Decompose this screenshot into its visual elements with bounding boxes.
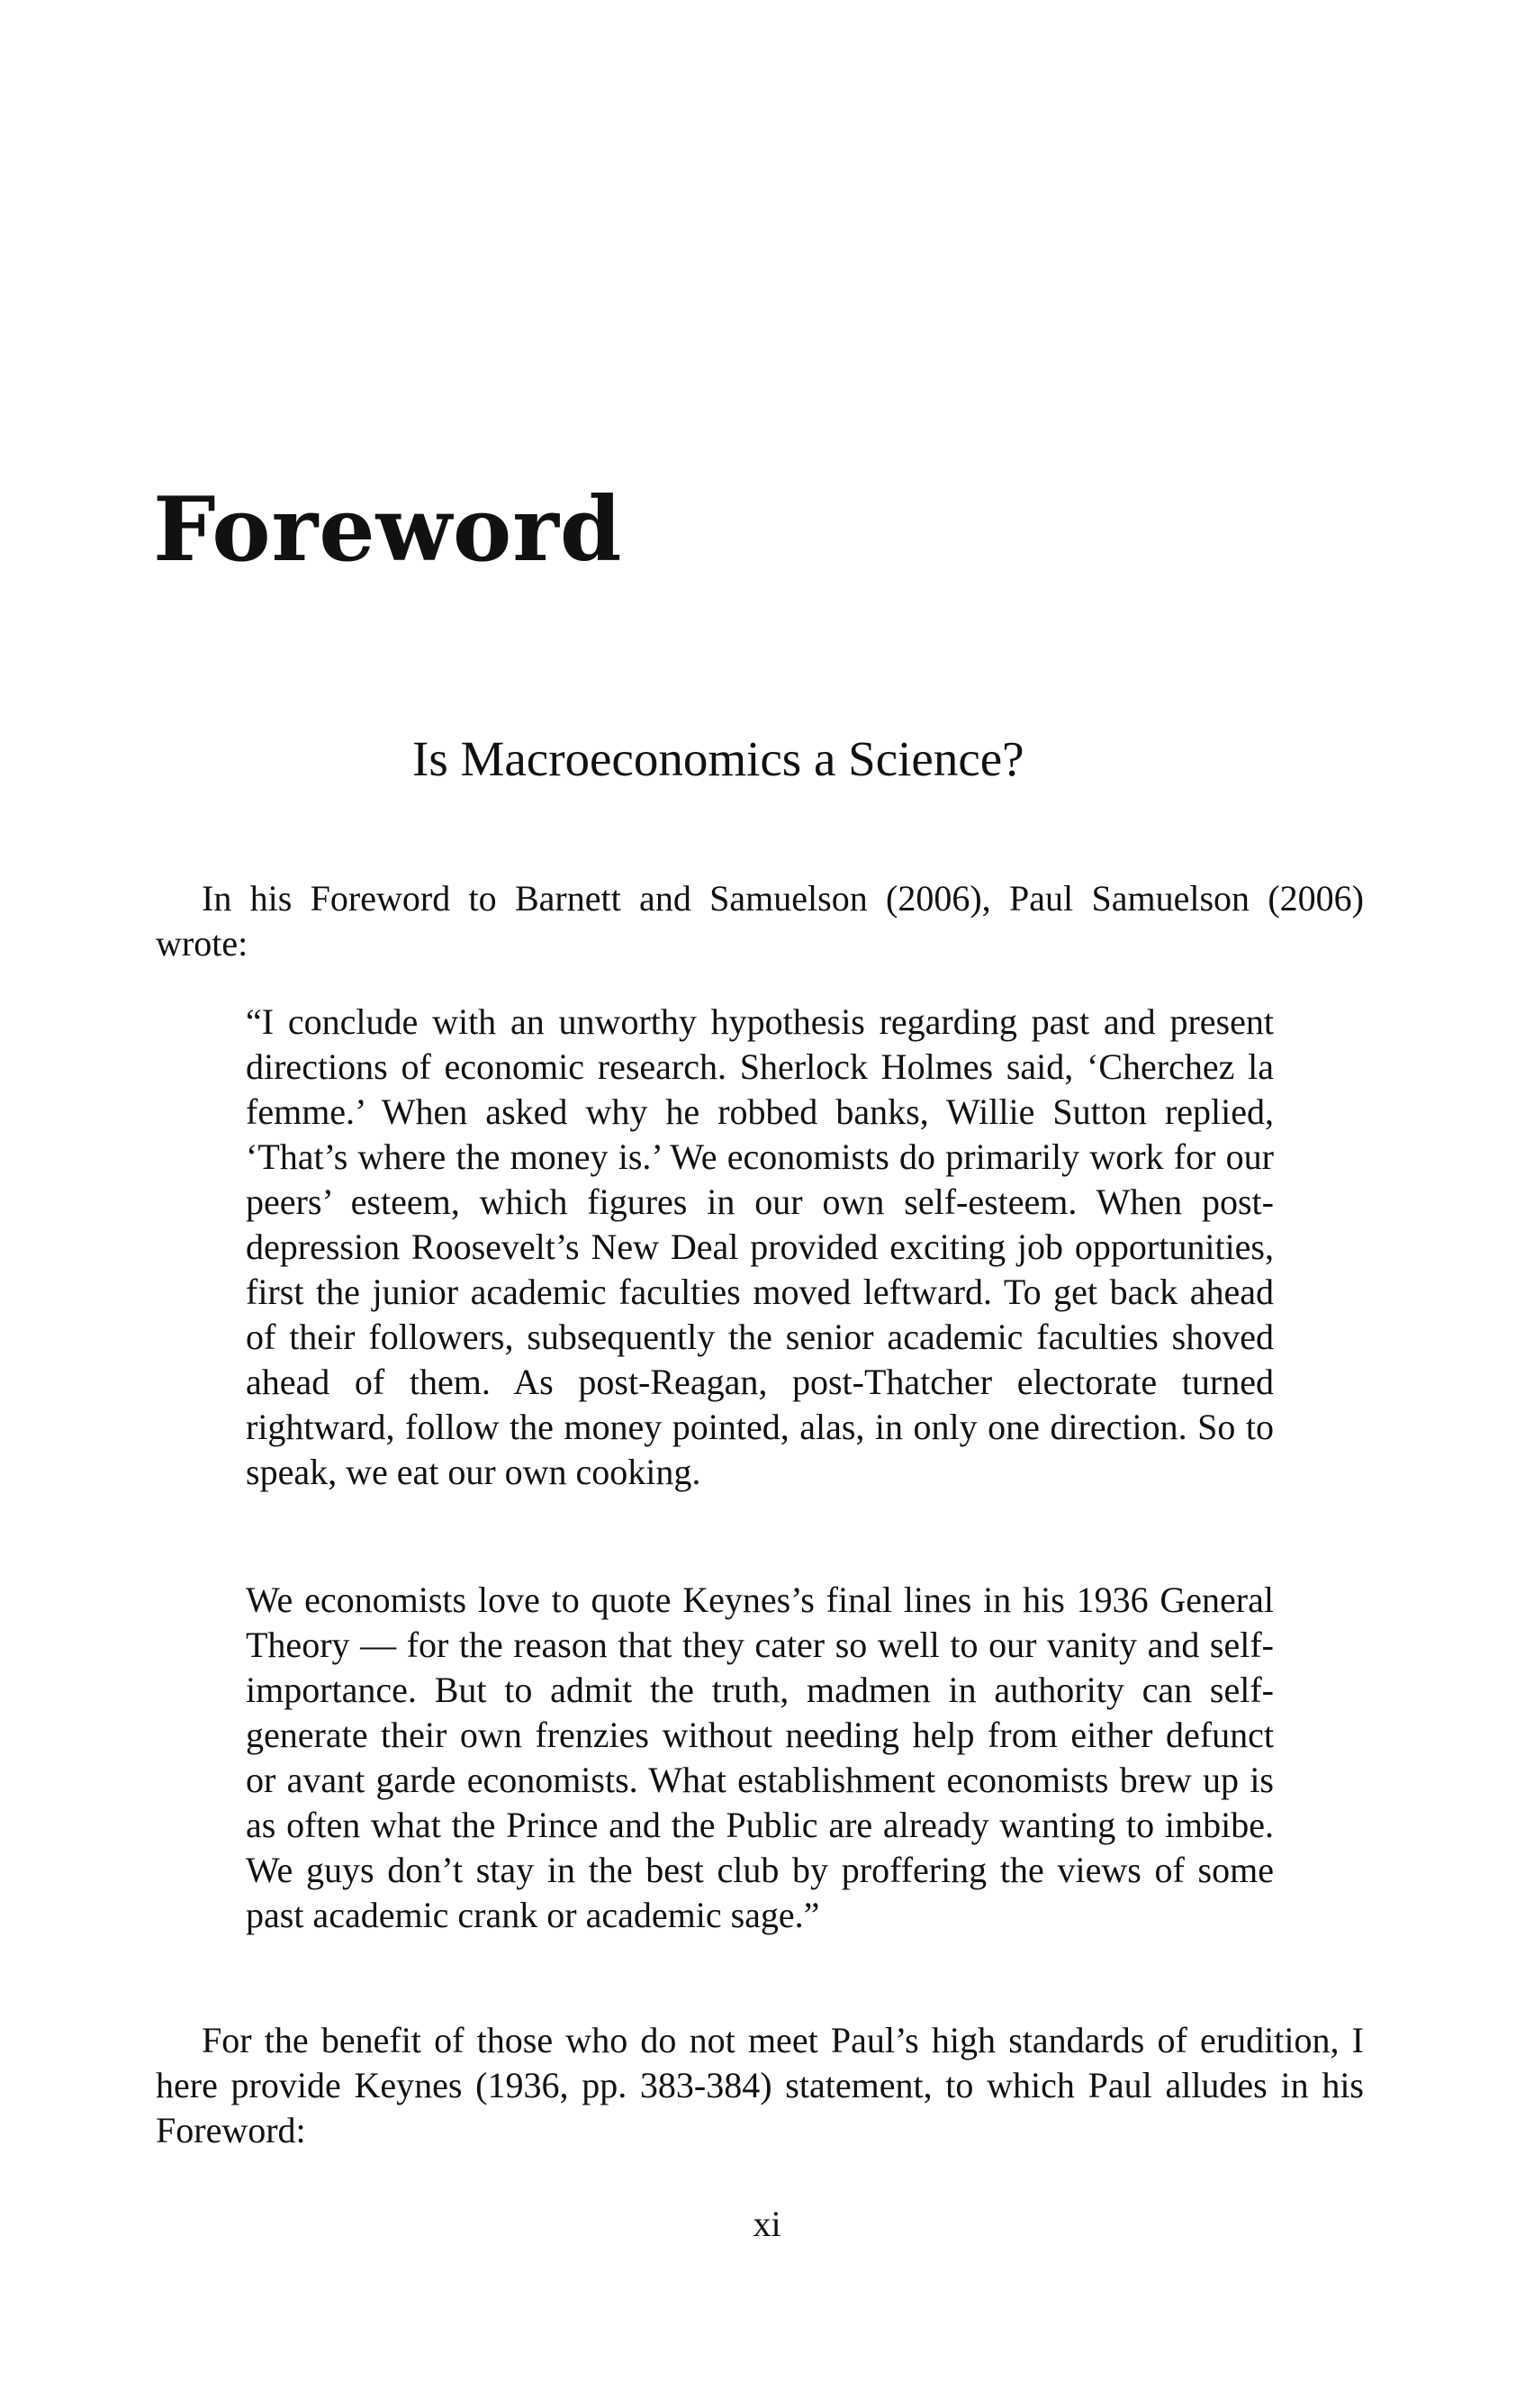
section-title: Is Macroeconomics a Science?	[412, 731, 1024, 786]
block-quote-paragraph-2: We economists love to quote Keynes’s final lines in his 1936 General Theory — for the reason that they cater so well to our vanity and self-importance. But to admit the truth, madmen in authority can self-generate their own frenzies without needing help from either defunct or avant garde economists. What establishment economists brew up is as often what the Prince and the Public are already wanting to imbibe. We guys don’t stay in the best club by proffering the views of some past academic crank or academic sage.”	[246, 1580, 1274, 1935]
intro-paragraph: In his Foreword to Barnett and Samuelson (2006), Paul Samuelson (2006) wrote:	[156, 878, 1364, 964]
chapter-title: Foreword	[153, 478, 623, 582]
closing-paragraph: For the benefit of those who do not meet Paul’s high standards of erudition, I here provide Keynes (1936, pp. 383-384) statement, to which Paul alludes in his Foreword:	[156, 2020, 1364, 2150]
block-quote-paragraph-1: “I conclude with an unworthy hypothesis regarding past and present directions of economic research. Sherlock Holmes said, ‘Cherchez la femme.’ When asked why he robbed banks, Willie Sutton replied, ‘That’s where the money is.’ We economists do primarily work for our peers’ esteem, which figures in our own self-esteem. When post-depression Roosevelt’s New Deal provided exciting job opportunities, first the junior academic faculties moved leftward. To get back ahead of their followers, subsequently the senior academic faculties shoved ahead of them. As post-Reagan, post-Thatcher electorate turned rightward, follow the money pointed, alas, in only one direction. So to speak, we eat our own cooking.	[246, 1001, 1274, 1492]
page-number: xi	[753, 2204, 781, 2244]
